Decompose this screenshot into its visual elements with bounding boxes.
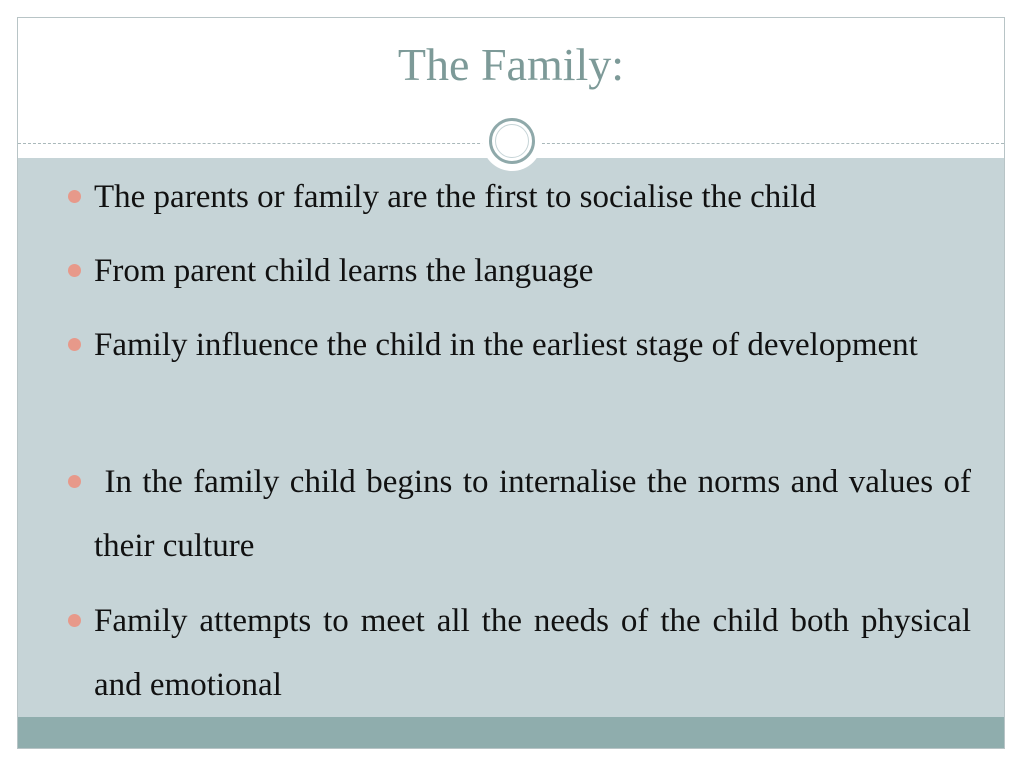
bullet-item xyxy=(94,165,971,229)
slide-title: The Family: xyxy=(397,39,625,90)
bullet-text: In the family child begins to internalise the norms and values of their culture xyxy=(94,464,980,564)
content-area xyxy=(18,158,1004,717)
slide xyxy=(17,17,1005,749)
bullet-list xyxy=(18,158,1004,717)
circle-ring-icon xyxy=(489,118,535,164)
bullet-dot-icon xyxy=(68,190,81,203)
bullet-item xyxy=(94,239,971,303)
bullet-item xyxy=(94,589,971,717)
bullet-text: Family attempts to meet all the needs of the child both physical and emotional xyxy=(94,603,971,703)
bullet-dot-icon xyxy=(68,264,81,277)
bullet-dot-icon xyxy=(68,614,81,627)
bullet-item xyxy=(94,450,980,578)
bullet-item xyxy=(94,313,971,377)
ornament xyxy=(482,111,542,171)
bullet-dot-icon xyxy=(68,338,81,351)
footer-band xyxy=(18,717,1004,749)
bullet-text: Family influence the child in the earliest stage of development xyxy=(94,327,918,363)
bullet-dot-icon xyxy=(68,475,81,488)
bullet-text: From parent child learns the language xyxy=(94,253,594,289)
bullet-text: The parents or family are the first to socialise the child xyxy=(94,179,817,215)
